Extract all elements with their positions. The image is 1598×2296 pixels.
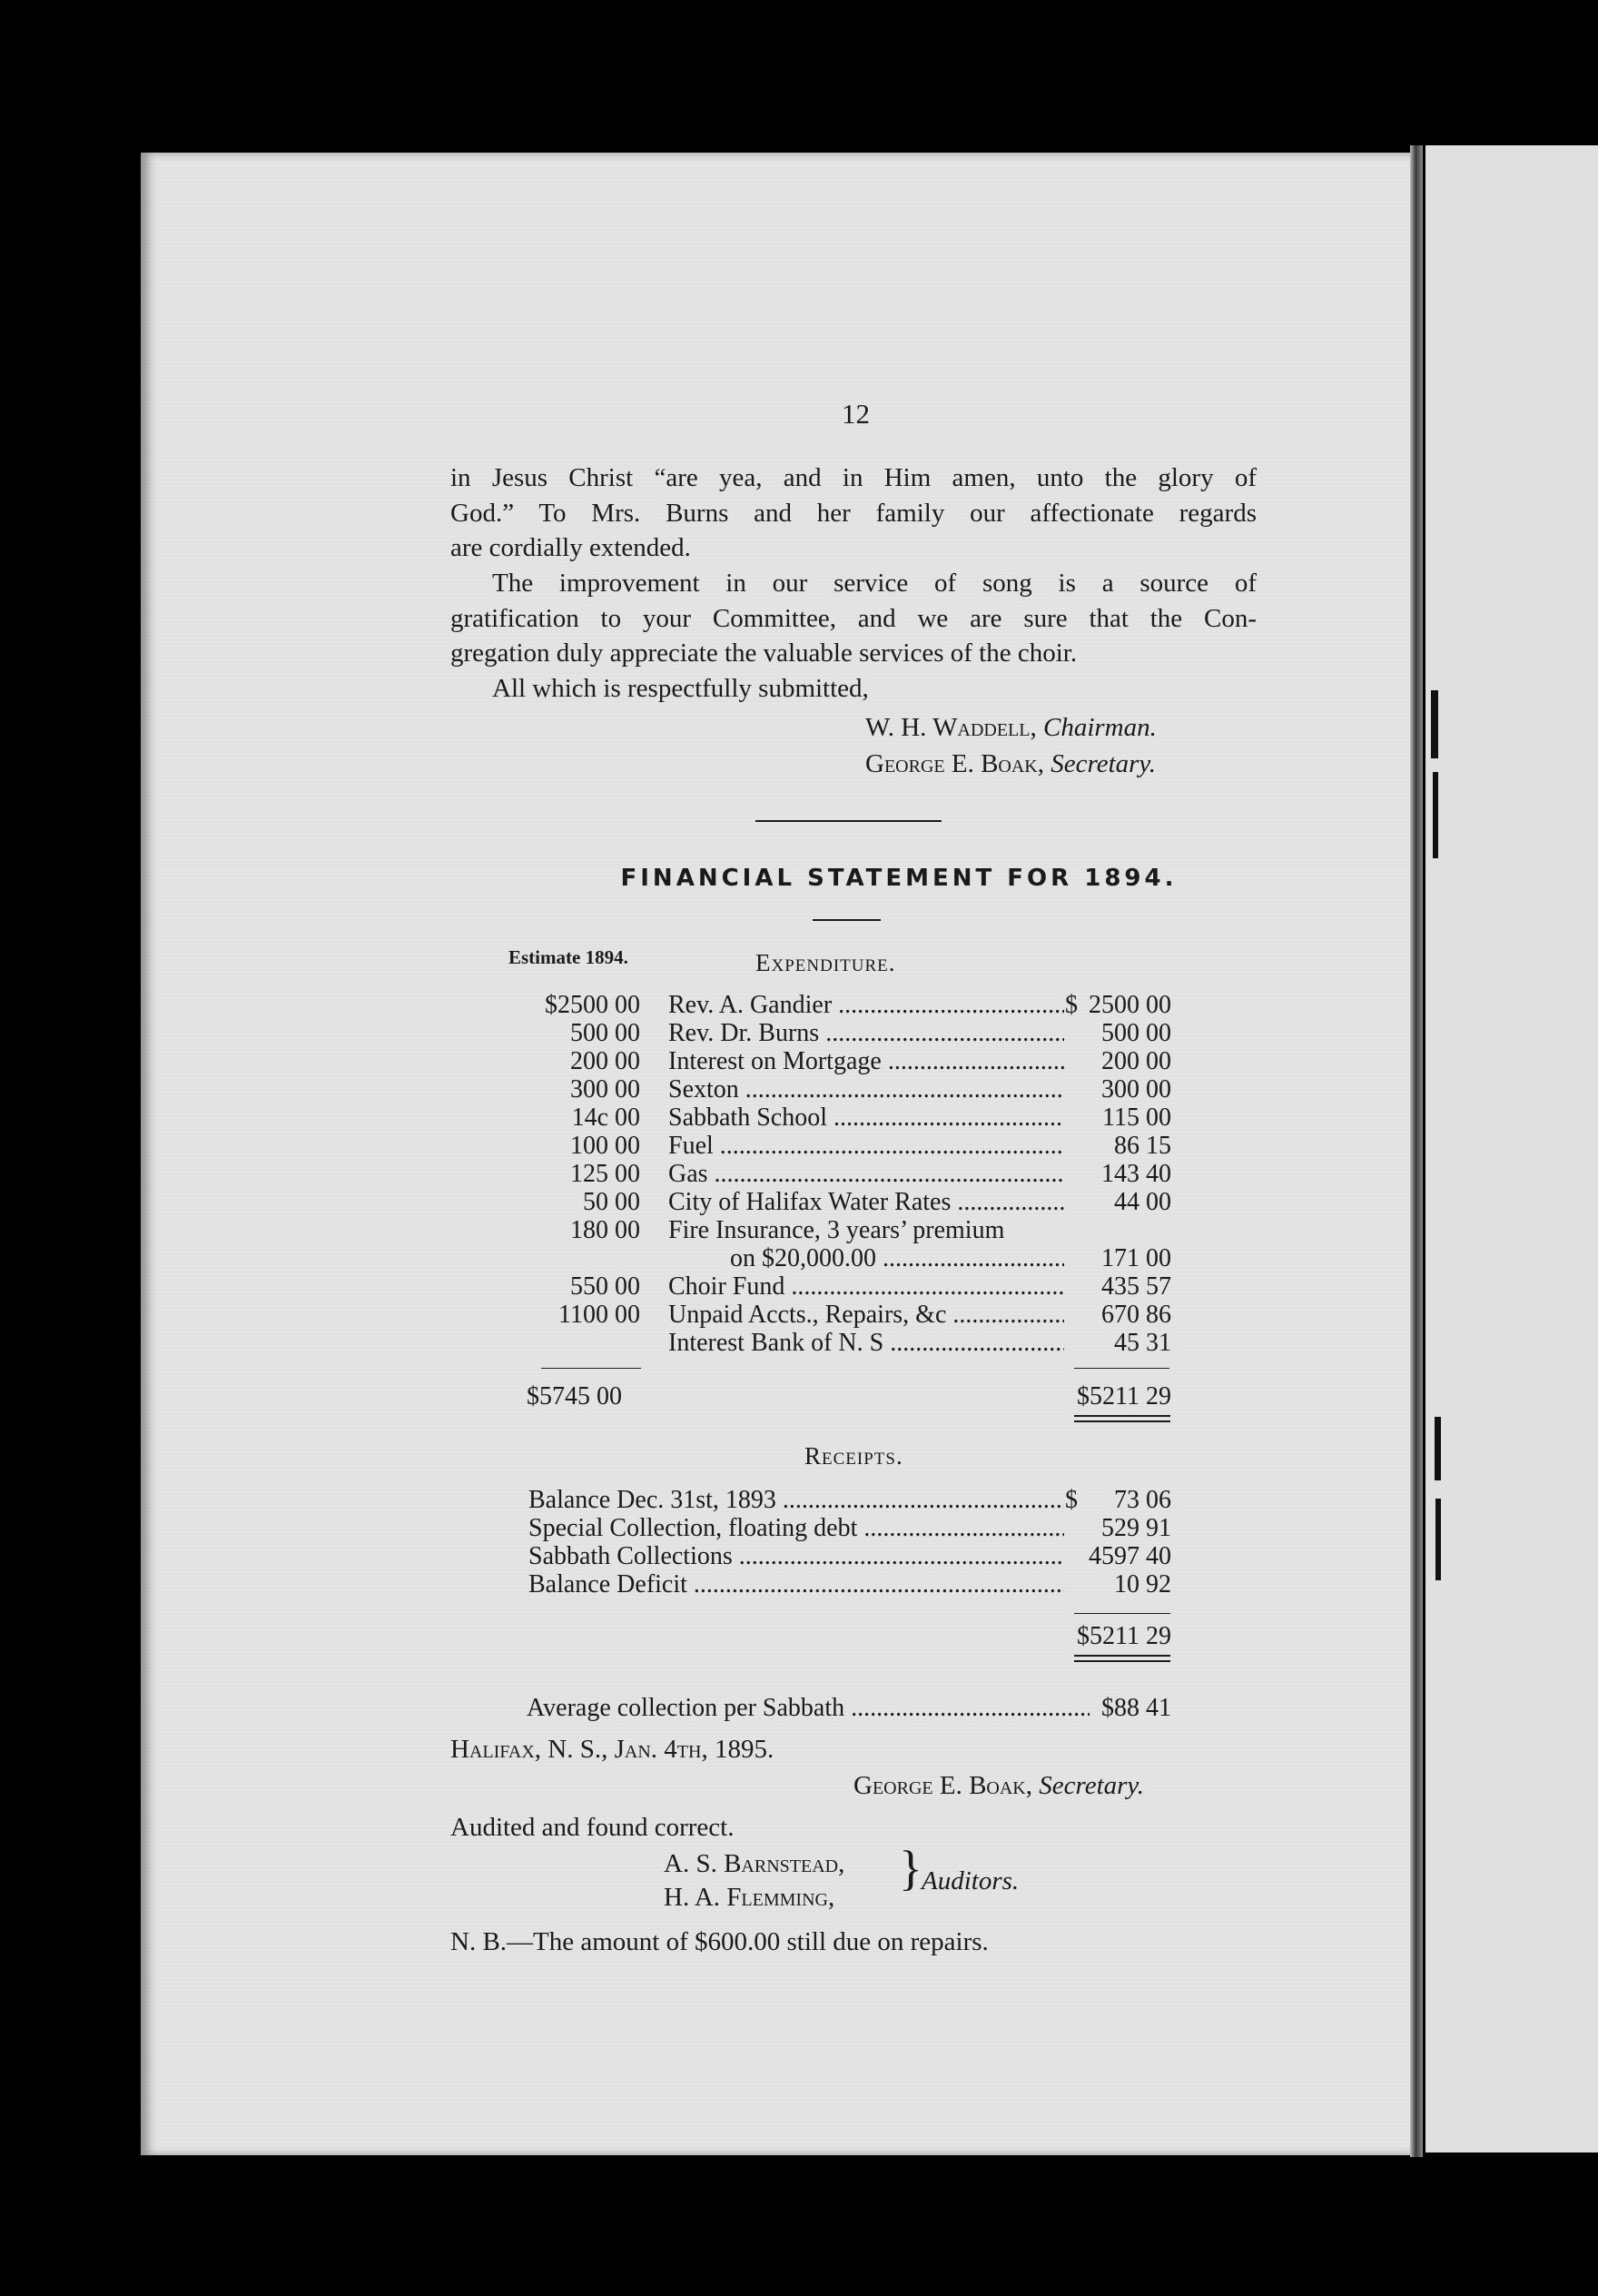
item-cell: Fuel .....: [668, 1132, 1064, 1160]
secretary-name: George E. Boak,: [865, 749, 1044, 778]
receipts-total: $5211 29: [1077, 1622, 1171, 1650]
estimate-cell: 500 00: [570, 1019, 640, 1047]
text-line: gratification to your Committee, and we are sure that the Con-: [450, 603, 1257, 633]
secretary-sign-off: [853, 1771, 1144, 1801]
average-value: $88 41: [1101, 1694, 1171, 1722]
auditor-name: A. S. Barnstead,: [664, 1849, 845, 1878]
facing-page-edge: [1425, 145, 1598, 2152]
dateline: [450, 1735, 774, 1765]
secretary-signature: [865, 749, 1156, 779]
amount-cell: 143 40: [1101, 1160, 1171, 1188]
receipts-double-rule: [1074, 1660, 1170, 1662]
item-cell: Gas .....: [668, 1160, 1064, 1188]
page-number: 12: [842, 398, 870, 430]
amount-cell: 435 57: [1101, 1272, 1171, 1301]
estimate-cell: 300 00: [570, 1075, 640, 1103]
text-line: in Jesus Christ “are yea, and in Him amen, unto the glory of: [450, 463, 1257, 492]
amount-cell: 529 91: [1101, 1514, 1171, 1542]
brace-icon: }: [899, 1841, 922, 1895]
item-cell: Balance Deficit .....: [528, 1570, 1064, 1598]
item-cell: Unpaid Accts., Repairs, &c .....: [668, 1301, 1064, 1329]
estimate-cell: 125 00: [570, 1160, 640, 1188]
text-line: God.” To Mrs. Burns and her family our affectionate regards: [450, 498, 1257, 528]
dateline-text: Halifax, N. S., Jan. 4th, 1895.: [450, 1735, 774, 1764]
item-cell: Rev. A. Gandier .....: [668, 991, 1064, 1019]
audit-line: Audited and found correct.: [450, 1813, 735, 1842]
estimate-cell: 180 00: [570, 1216, 640, 1244]
expenditure-header: Expenditure.: [755, 949, 896, 976]
receipts-double-rule: [1074, 1655, 1170, 1657]
text-line: The improvement in our service of song is a source of: [492, 569, 1257, 598]
secretary-title: Secretary.: [1051, 749, 1156, 778]
dollar-sign: $: [1065, 991, 1078, 1019]
receipts-header: Receipts.: [804, 1442, 903, 1470]
section-divider: [755, 820, 942, 822]
item-cell: Special Collection, floating debt .....: [528, 1514, 1064, 1542]
amount-cell: 300 00: [1101, 1075, 1171, 1103]
closing-line: All which is respectfully submitted,: [492, 673, 869, 703]
margin-mark: [1431, 690, 1438, 758]
title-underline: [813, 919, 881, 921]
item-cell: Sabbath Collections .....: [528, 1542, 1064, 1570]
item-cell: Sexton .....: [668, 1075, 1064, 1103]
statement-title: FINANCIAL STATEMENT FOR 1894.: [620, 865, 1178, 892]
auditors-label: Auditors.: [922, 1866, 1020, 1895]
repairs-note: N. B.—The amount of $600.00 still due on repairs.: [450, 1927, 989, 1956]
amount-cell: 10 92: [1114, 1570, 1171, 1598]
intro-paragraph: [450, 460, 1257, 566]
chairman-signature: [865, 713, 1157, 743]
amount-cell: 45 31: [1114, 1329, 1171, 1357]
estimate-total: $5745 00: [527, 1382, 622, 1410]
item-cell: Choir Fund .....: [668, 1272, 1064, 1301]
amount-cell: 86 15: [1114, 1132, 1171, 1160]
average-label: Average collection per Sabbath .....: [527, 1694, 1090, 1722]
item-cell: Interest Bank of N. S .....: [668, 1329, 1064, 1357]
chairman-title: Chairman.: [1042, 713, 1157, 742]
item-cell: on $20,000.00 .....: [730, 1244, 1064, 1272]
dollar-sign: $: [1065, 1486, 1078, 1514]
sign-off-name: George E. Boak,: [853, 1771, 1032, 1800]
item-cell: Balance Dec. 31st, 1893 .....: [528, 1486, 1064, 1514]
amount-cell: 670 86: [1101, 1301, 1171, 1329]
amount-cell: 2500 00: [1089, 991, 1171, 1019]
amount-cell: 500 00: [1101, 1019, 1171, 1047]
receipts-total-rule: [1074, 1613, 1170, 1614]
expenditure-double-rule: [1074, 1420, 1170, 1422]
item-cell: Interest on Mortgage .....: [668, 1047, 1064, 1075]
estimate-cell: 50 00: [583, 1188, 640, 1216]
estimate-cell: 1100 00: [558, 1301, 640, 1329]
estimate-cell: 200 00: [570, 1047, 640, 1075]
amount-cell: 171 00: [1101, 1244, 1171, 1272]
expenditure-double-rule: [1074, 1415, 1170, 1417]
estimate-cell: 550 00: [570, 1272, 640, 1301]
estimate-cell: 14c 00: [571, 1103, 640, 1132]
item-cell: Fire Insurance, 3 years’ premium: [668, 1216, 1005, 1244]
choir-paragraph: [450, 566, 1257, 706]
book-gutter: [1410, 145, 1423, 2157]
amount-cell: 44 00: [1114, 1188, 1171, 1216]
estimate-cell: $2500 00: [545, 991, 640, 1019]
sign-off-title: Secretary.: [1039, 1771, 1144, 1800]
item-cell: Sabbath School .....: [668, 1103, 1064, 1132]
text-line: are cordially extended.: [450, 533, 691, 562]
amount-cell: 200 00: [1101, 1047, 1171, 1075]
estimate-total-rule: [541, 1368, 641, 1369]
estimate-cell: 100 00: [570, 1132, 640, 1160]
expenditure-total: $5211 29: [1077, 1382, 1171, 1410]
chairman-name: W. H. Waddell,: [865, 713, 1037, 742]
margin-mark: [1433, 772, 1438, 858]
amount-cell: 115 00: [1102, 1103, 1171, 1132]
amount-cell: 73 06: [1114, 1486, 1171, 1514]
text-line: gregation duly appreciate the valuable services of the choir.: [450, 638, 1078, 668]
margin-mark: [1435, 1499, 1441, 1580]
expenditure-total-rule: [1074, 1368, 1169, 1369]
item-cell: City of Halifax Water Rates .....: [668, 1188, 1064, 1216]
auditor-name: H. A. Flemming,: [664, 1883, 835, 1912]
item-cell: Rev. Dr. Burns .....: [668, 1019, 1064, 1047]
estimate-column-header: Estimate 1894.: [508, 946, 628, 968]
margin-mark: [1435, 1417, 1441, 1480]
amount-cell: 4597 40: [1089, 1542, 1171, 1570]
